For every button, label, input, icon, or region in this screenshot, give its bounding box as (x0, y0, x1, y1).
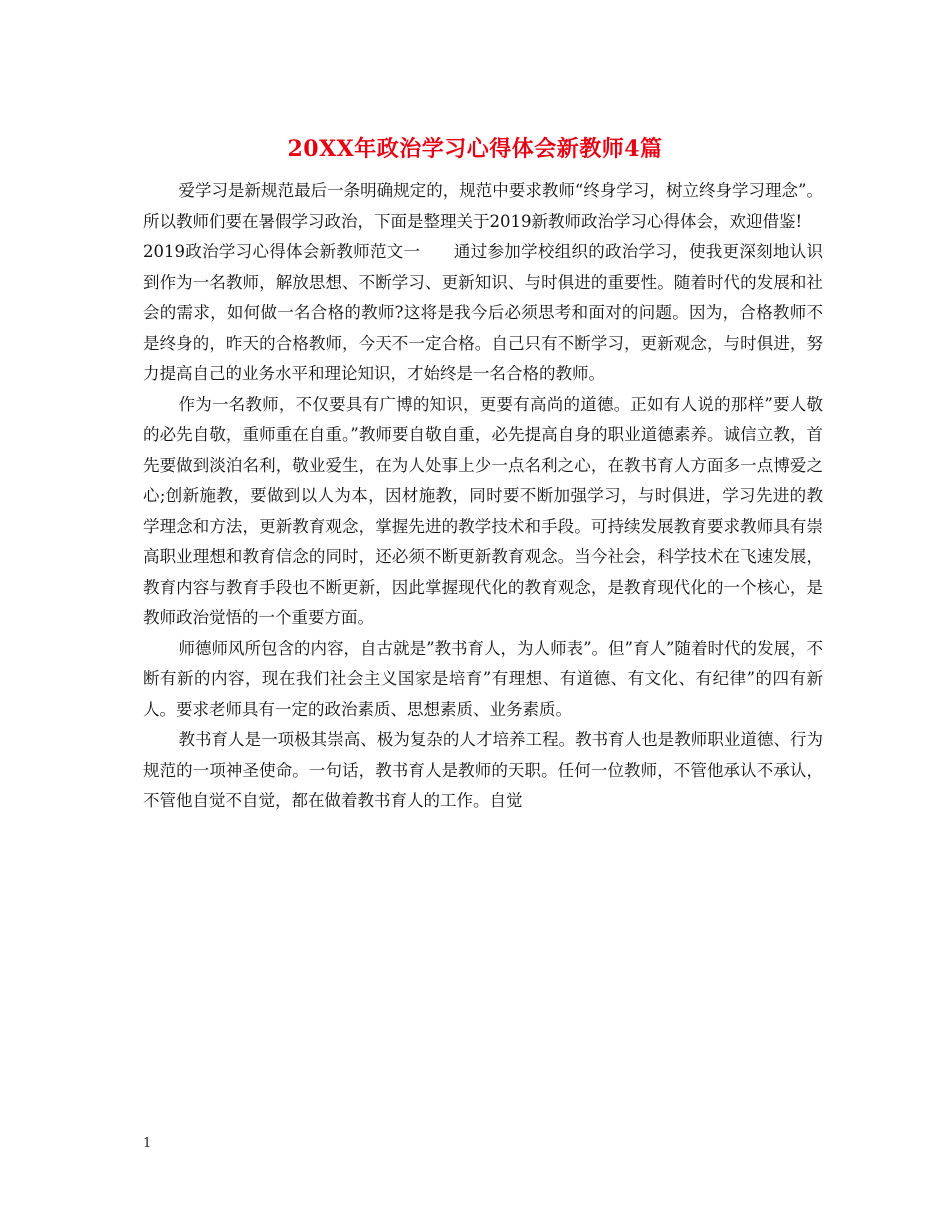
document-body (143, 176, 823, 817)
paragraph-teacher-ethics: 作为一名教师，不仅要具有广博的知识，更要有高尚的道德。正如有人说的那样”要人敬的必先自敬，重师重在自重。”教师要自敬自重，必先提高自身的职业道德素养。诚信立教，首先要做到淡泊名利，敬业爱生，在为人处事上少一点名利之心，在教书育人方面多一点博爱之心;创新施教，要做到以人为本，因材施教，同时要不断加强学习，与时俱进，学习先进的教学理念和方法，更新教育观念，掌握先进的教学技术和手段。可持续发展教育要求教师具有崇高职业理想和教育信念的同时，还必须不断更新教育观念。当今社会，科学技术在飞速发展，教育内容与教育手段也不断更新，因此掌握现代化的教育观念，是教育现代化的一个核心，是教师政治觉悟的一个重要方面。 (143, 394, 823, 627)
paragraph-essay-one: 2019政治学习心得体会新教师范文一 通过参加学校组织的政治学习，使我更深刻地认识到作为一名教师，解放思想、不断学习、更新知识、与时俱进的重要性。随着时代的发展和社会的需求，如何做一名合格的教师?这将是我今后必须思考和面对的问题。因为，合格教师不是终身的，昨天的合格教师，今天不一定合格。自己只有不断学习，更新观念，与时俱进，努力提高自己的业务水平和理论知识，才始终是一名合格的教师。 (143, 242, 823, 383)
paragraph-intro: 爱学习是新规范最后一条明确规定的，规范中要求教师“终身学习，树立终身学习理念”。所以教师们要在暑假学习政治，下面是整理关于2019新教师政治学习心得体会，欢迎借鉴! (143, 181, 823, 231)
document-title: 20XX年政治学习心得体会新教师4篇 (287, 136, 663, 162)
paragraph-teacher-conduct: 师德师风所包含的内容，自古就是”教书育人，为人师表”。但”育人”随着时代的发展，不断有新的内容，现在我们社会主义国家是培育”有理想、有道德、有文化、有纪律”的四有新人。要求老师具有一定的政治素质、思想素质、业务素质。 (143, 638, 823, 719)
paragraph-teaching-mission: 教书育人是一项极其崇高、极为复杂的人才培养工程。教书育人也是教师职业道德、行为规范的一项神圣使命。一句话，教书育人是教师的天职。任何一位教师，不管他承认不承认，不管他自觉不自觉，都在做着教书育人的工作。自觉 (143, 730, 823, 810)
page-number: 1 (143, 1136, 152, 1151)
